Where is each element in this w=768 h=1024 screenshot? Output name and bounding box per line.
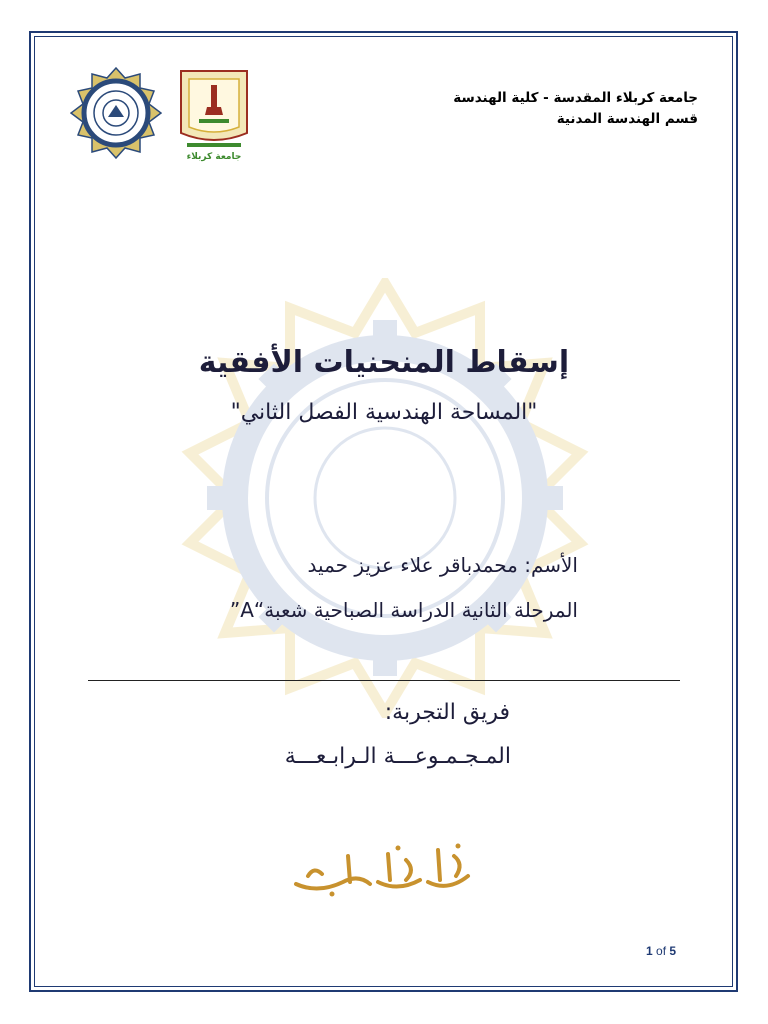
header-university-line: جامعة كربلاء المقدسة - كلية الهندسة <box>453 90 698 106</box>
document-subtitle: "المساحة الهندسية الفصل الثاني" <box>230 400 538 425</box>
team-label: فريق التجربة: <box>384 700 510 725</box>
page-total: 5 <box>669 944 677 958</box>
calligraphy-signature <box>288 836 478 902</box>
student-stage: المرحلة الثانية الدراسة الصباحية شعبة“A” <box>229 598 578 622</box>
page-of-label: of <box>656 944 667 958</box>
page-current: 1 <box>646 944 653 958</box>
student-name: الأسم: محمدباقر علاء عزيز حميد <box>307 553 578 577</box>
document-title: إسقاط المنحنيات الأفقية <box>198 345 570 380</box>
page-number <box>646 944 676 958</box>
header-institution <box>378 88 698 130</box>
logo-caption: جامعة كربلاء <box>186 152 242 162</box>
karbala-university-logo <box>175 65 253 163</box>
engineering-college-logo <box>70 67 162 159</box>
header-department-line: قسم الهندسة المدنية <box>556 111 698 127</box>
watermark-seal <box>150 278 620 718</box>
section-divider <box>88 680 680 681</box>
team-name: المـجـمـوعـــة الـرابـعـــة <box>284 744 511 769</box>
